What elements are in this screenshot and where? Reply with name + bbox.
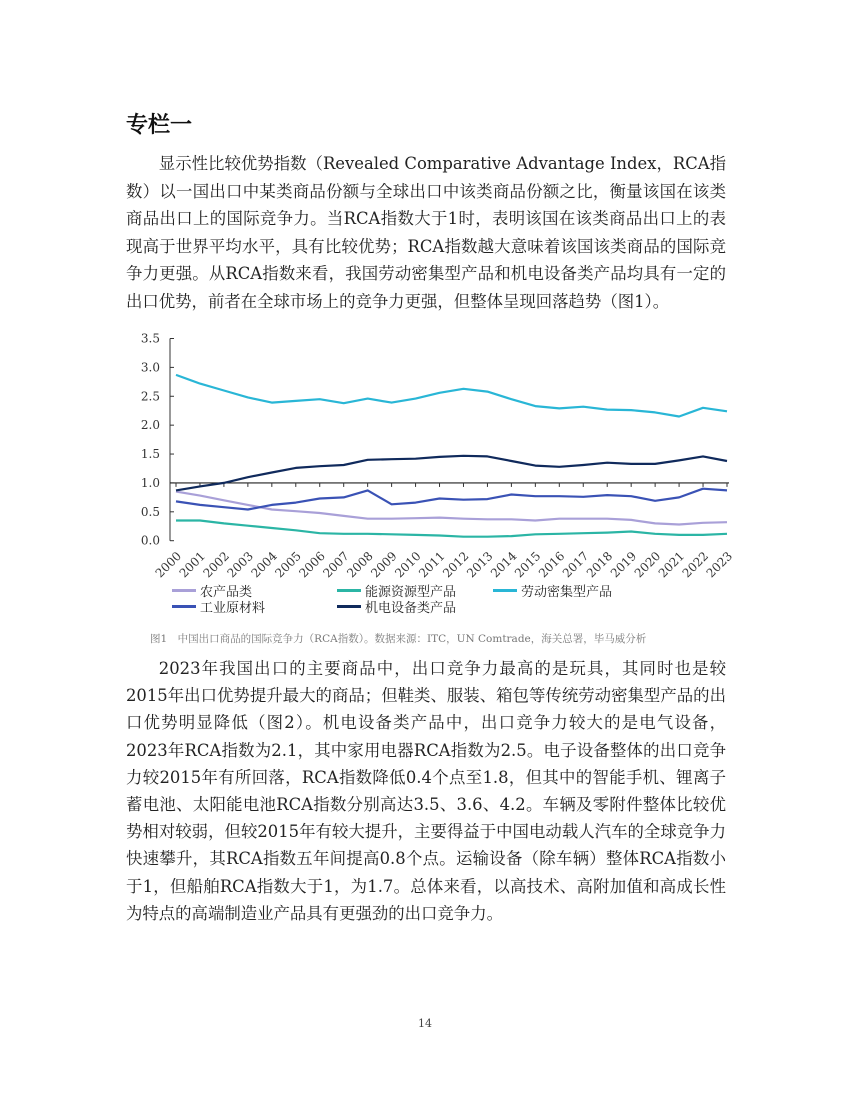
legend-swatch: [172, 605, 196, 608]
legend-label: 机电设备类产品: [365, 601, 457, 616]
x-tick-label: 2005: [272, 548, 304, 581]
y-tick-label: 1.0: [140, 475, 160, 490]
series-line-2: [176, 375, 727, 417]
x-tick-label: 2007: [320, 548, 352, 581]
analysis-paragraph: 2023年我国出口的主要商品中，出口竞争力最高的是玩具，其同时也是较2015年出口优势提升最大的商品；但鞋类、服装、箱包等传统劳动密集型产品的出口优势明显降低（图2）。机电设备类产品中，出口竞争力较大的是电气设备，2023年RCA指数为2.1，其中家用电器RCA指数为2.5。电子设备整体的出口竞争力较2015年有所回落，RCA指数降低0.4个点至1.8，但其中的智能手机、锂离子蓄电池、太阳能电池RCA指数分别高达3.5、3.6、4.2。车辆及零附件整体比较优势相对较弱，但较2015年有较大提升，主要得益于中国电动载人汽车的全球竞争力快速攀升，其RCA指数五年间提高0.8个点。运输设备（除车辆）整体RCA指数小于1，但船舶RCA指数大于1，为1.7。总体来看，以高技术、高附加值和高成长性为特点的高端制造业产品具有更强劲的出口竞争力。: [126, 659, 726, 923]
x-tick-label: 2012: [440, 548, 472, 581]
legend-label: 劳动密集型产品: [521, 585, 613, 600]
intro-paragraph: 显示性比较优势指数（Revealed Comparative Advantage Index，RCA指数）以一国出口中某类商品份额与全球出口中该类商品份额之比，衡量该国在该类商品出口上的国际竞争力。当RCA指数大于1时，表明该国在该类商品出口上的表现高于世界平均水平，具有比较优势；RCA指数越大意味着该国该类商品的国际竞争力更强。从RCA指数来看，我国劳动密集型产品和机电设备类产品均具有一定的出口优势，前者在全球市场上的竞争力更强，但整体呈现回落趋势（图1）。: [126, 154, 726, 311]
page-number: 14: [418, 1017, 432, 1030]
legend-swatch: [337, 589, 361, 592]
legend-item-machinery: [337, 597, 456, 616]
x-tick-label: 2014: [488, 548, 520, 581]
x-tick-label: 2008: [344, 548, 376, 581]
x-tick-label: 2009: [368, 548, 400, 581]
y-tick-label: 0.0: [140, 533, 160, 548]
x-tick-label: 2002: [200, 548, 233, 581]
y-tick-label: 2.0: [140, 418, 160, 433]
x-tick-label: 2000: [152, 548, 185, 581]
x-tick-label: 2022: [679, 548, 712, 581]
y-tick-label: 3.5: [140, 331, 160, 346]
x-tick-label: 2013: [464, 548, 496, 581]
legend-swatch: [493, 589, 517, 592]
x-tick-label: 2019: [607, 548, 640, 581]
x-tick-label: 2017: [559, 548, 592, 581]
series-line-3: [176, 489, 727, 510]
figure-caption: 图1 中国出口商品的国际竞争力（RCA指数）。数据来源：ITC，UN Comtrade，海关总署，毕马威分析: [150, 633, 647, 645]
x-tick-label: 2010: [392, 548, 424, 581]
section-title: 专栏一: [126, 113, 193, 138]
x-tick-label: 2016: [535, 548, 568, 581]
legend-label: 工业原材料: [200, 601, 266, 616]
x-tick-label: 2004: [248, 548, 280, 581]
y-tick-label: 3.0: [140, 360, 160, 375]
x-tick-label: 2023: [703, 548, 736, 581]
y-tick-label: 2.5: [140, 389, 160, 404]
x-tick-label: 2011: [416, 548, 448, 581]
legend-label: 农产品类: [200, 585, 253, 600]
x-tick-label: 2006: [296, 548, 328, 581]
y-tick-label: 1.5: [140, 447, 160, 462]
legend-item-labor: [493, 581, 612, 600]
legend-swatch: [337, 605, 361, 608]
x-tick-label: 2021: [655, 548, 688, 581]
x-tick-label: 2018: [583, 548, 616, 581]
legend-swatch: [172, 589, 196, 592]
x-tick-label: 2001: [176, 548, 209, 581]
x-tick-label: 2020: [631, 548, 664, 581]
legend-item-raw-materials: [172, 597, 265, 616]
rca-line-chart: [130, 330, 736, 581]
x-tick-label: 2015: [511, 548, 544, 581]
legend-label: 能源资源型产品: [365, 585, 457, 600]
y-tick-label: 0.5: [140, 504, 160, 519]
series-line-4: [176, 456, 727, 491]
x-tick-label: 2003: [224, 548, 256, 581]
